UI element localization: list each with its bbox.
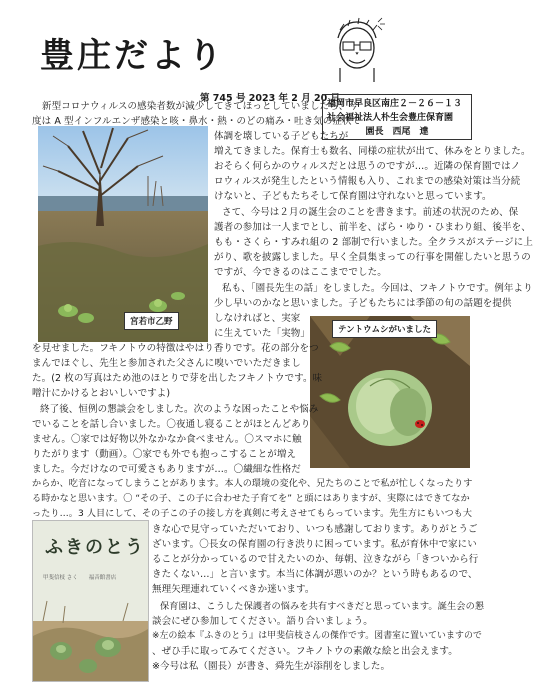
newsletter-title: 豊庄だより [40,36,225,76]
text-line: る時かなと思います。〇 “その子、この子に合わせた子育てを” と頭にはありますが、実際にはできてなか [32,494,470,504]
text-line: 新型コロナウィルスの感染者数が減少してきてほっとしていましたら、今 [42,101,358,112]
book-author: 甲斐信枝 さく 福音館書店 [43,575,117,581]
text-line: 体調を壊している子どもたちが [214,131,349,142]
text-line: ません。〇家では好物以外なかなか食べません。〇スマホに触 [32,434,302,445]
text-line: ロウィルスが発生したという情報も入り、これまでの感染対策は当分続 [214,176,521,187]
text-line: 終了後、恒例の懇談会をしました。次のような困ったことや悩み [40,404,319,415]
issue-number-date: 第 745 号 2023 年 2 月 20 日 [200,93,341,104]
text-line: ざいます。〇長女の保育園の行き渋りに困っています。私が育休中で家にい [152,539,477,550]
text-line: た。(2 枚の写真はため池のほとりで芽を出したフキノトウです。味 [32,373,323,384]
text-line: ※今号は私（園長）が書き、舜先生が添削をしました。 [152,661,391,672]
text-line: ました。今だけなので可愛さもありますが…。〇繊細な性格だ [32,464,301,475]
butterbur-photo [310,316,470,468]
field-photo-caption: 宮若市乙野 [124,312,179,330]
text-line: 保育園は、こうした保護者の悩みを共有すべきだと思っています。誕生会の懇 [160,601,485,612]
butterbur-photo-caption: テントウムシがいました [332,320,437,338]
text-line: けないと、子どもたちそして保育園は守れないと思っています。 [214,191,492,202]
text-line: 無理矢理連れていくべきか迷います。 [152,584,315,595]
organization-line: 社会福祉法人朴生会豊庄保育園 [327,113,454,123]
text-line: ※左の絵本『ふきのとう』は甲斐信枝さんの傑作です。図書室に置いていますので [152,631,482,641]
text-line: ですが、今できるのはここまででした。 [214,267,387,278]
address-line: 福岡市早良区南庄２－２６－１３ [327,99,463,109]
text-line: 増えてきました。保育士も数名、同様の症状が出て、休みをとりました。 [214,146,531,157]
book-title: ふきのとう [45,537,145,558]
text-line: しなければと、実家 [214,313,301,324]
text-line: 度は A 型インフルエンザ感染と咳・鼻水・熱・のどの痛み・吐き気の症状で [32,116,362,127]
text-line: ることが分かっているので甘えたいのか、毎朝、泣きながら「きついから行 [152,554,479,565]
principal-portrait-illustration [328,16,386,82]
text-line: 護者の参加は一人までとし、前半を、ばら・ゆり・ひまわり組、後半を、 [214,222,531,233]
text-line: 、ぜひ手に取ってみてください。フキノトウの素敵な絵と出会えます。 [152,646,458,657]
text-line: 談会にぜひ参加してください。語り合いましょう。 [152,616,373,627]
text-line: まんでほぐし、先生と参加された父さんに嗅いでいただきまし [32,358,301,369]
principal-line: 園長 西尾 達 [365,127,429,137]
text-line: を見せました。フキノトウの特徴はやはり香りです。花の部分をつ [32,343,319,354]
text-line: きたくない…」と言います。本当に体調が悪いのか？という時もあるので、 [152,569,478,580]
picture-book-cover [32,520,149,682]
text-line: もも・さくら・すみれ組の 2 部制で行いました。全クラスがステージに上 [214,237,533,248]
text-line: きな心で見守っていただいており、いつも感謝しております。ありがとうご [152,524,478,535]
field-photo [38,126,208,342]
text-line: がり、歌を披露しました。早く全員集まっての行事を開催したいと思うの [214,252,531,263]
text-line: でいることを話し合いました。〇夜通し寝ることがほとんどあり [32,419,311,430]
text-line: 少し早いのかなと思いました。子どもたちには季節の旬の話題を提供 [214,298,512,309]
text-line: おそらく何らかのウィルスだとは思うのですが…。近隣の保育園ではノ [214,161,521,172]
text-line: さて、今号は２月の誕生会のことを書きます。前述の状況のため、保 [222,207,519,218]
text-line: ったり…。3 人目にして、その子この子の接し方を真剣に考えさせてもらっています。先生方にもいつも大 [32,509,473,519]
text-line: 噌汁にかけるとおいしいですよ) [32,388,171,399]
text-line: りたがります（動画）。〇家でも外でも抱っこすることが増え [32,449,297,460]
text-line: に生えていた「実物」 [214,328,311,339]
text-line: からか、吃音になってしまうことがあります。本人の環境の変化や、兄たちのことで私が忙しくなったりす [32,479,473,489]
text-line: 私も、「園長先生の話」をしました。今回は、フキノトウです。例年より [222,283,533,294]
